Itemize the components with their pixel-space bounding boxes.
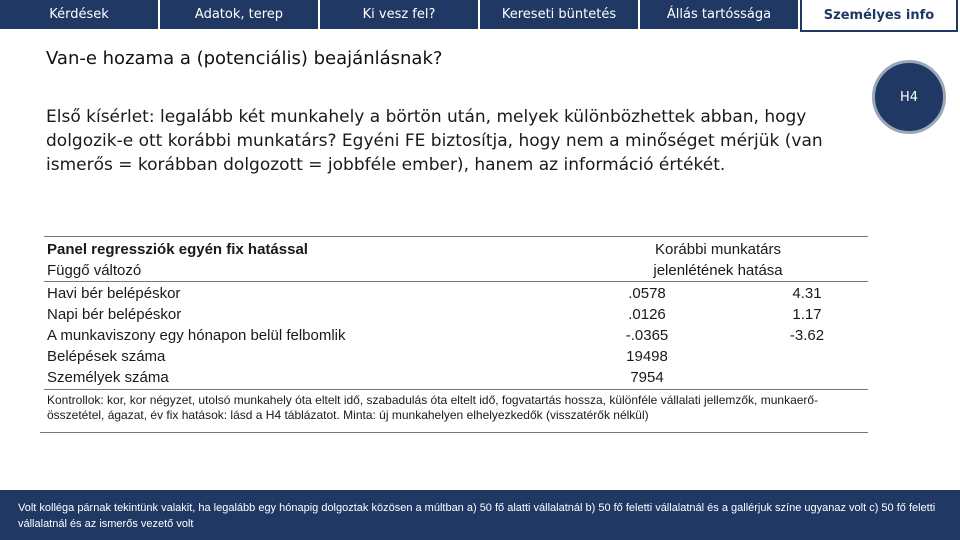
tab-adatok-terep[interactable]: Adatok, terep (160, 0, 320, 29)
tab-szemelyes-info[interactable]: Személyes info (800, 0, 958, 32)
row-coef: .0578 (628, 285, 666, 302)
row-coef: -.0365 (625, 327, 669, 344)
column-header-line2: jelenlétének hatása (653, 262, 783, 279)
footnote-bar (0, 490, 960, 540)
hypothesis-badge-label: H4 (899, 89, 919, 105)
row-t-value: 4.31 (792, 285, 822, 302)
tab-kereseti-buntetes[interactable]: Kereseti büntetés (480, 0, 640, 29)
row-t-value: 1.17 (792, 306, 822, 323)
row-label: Személyek száma (47, 369, 169, 386)
slide-heading: Van-e hozama a (potenciális) beajánlásnak? (46, 48, 443, 69)
column-header-line1: Korábbi munkatárs (655, 241, 781, 258)
tab-allas-tartossaga[interactable]: Állás tartóssága (640, 0, 800, 29)
table-row (47, 304, 865, 325)
row-t-value: -3.62 (789, 327, 825, 344)
table-top-rule (44, 236, 868, 237)
regression-table (40, 235, 868, 433)
table-row (47, 325, 865, 346)
row-label: A munkaviszony egy hónapon belül felbomlik (47, 327, 346, 344)
table-row (47, 367, 865, 388)
table-row (47, 346, 865, 367)
description-paragraph: Első kísérlet: legalább két munkahely a börtön után, melyek különbözhettek abban, hogy dolgozik-e ott korábbi munkatárs? Egyéni FE biztosítja, hogy nem a minőséget mérjük (van ismerős = korábban dolgozott = jobbféle ember), hanem az információ értékét. (46, 107, 823, 175)
table-notes: Kontrollok: kor, kor négyzet, utolsó munkahely óta eltelt idő, szabadulás óta eltelt idő, fogvatartás hossza, különféle vállalati jellemzők, munkaerő-összetétel, ágazat, év fix hatások: lásd a H4 táblázatot. Minta: új munkahelyen elhelyezkedők (visszatérők nélkül) (47, 393, 819, 422)
row-coef: .0126 (628, 306, 666, 323)
row-label: Belépések száma (47, 348, 166, 365)
row-label: Napi bér belépéskor (47, 306, 182, 323)
footnote-text: Volt kolléga párnak tekintünk valakit, ha legalább egy hónapig dolgoztak közösen a múltban a) 50 fő alatti vállalatnál b) 50 fő feletti vállalatnál és a gallérjuk színe ugyanaz volt c) 50 fő feletti vállalatnál és az ismerős vezető volt (18, 502, 936, 530)
table-row (47, 283, 865, 304)
table-title: Panel regressziók egyén fix hatással (47, 241, 308, 258)
notes-rule (44, 389, 868, 390)
dep-var-label: Függő változó (47, 262, 142, 279)
header-rule (44, 281, 868, 282)
tab-kerdesek[interactable]: Kérdések (0, 0, 160, 29)
section-tab-bar (0, 0, 960, 32)
row-coef: 7954 (630, 369, 664, 386)
tab-ki-vesz-fel[interactable]: Ki vesz fel? (320, 0, 480, 29)
row-coef: 19498 (626, 348, 668, 365)
row-label: Havi bér belépéskor (47, 285, 181, 302)
